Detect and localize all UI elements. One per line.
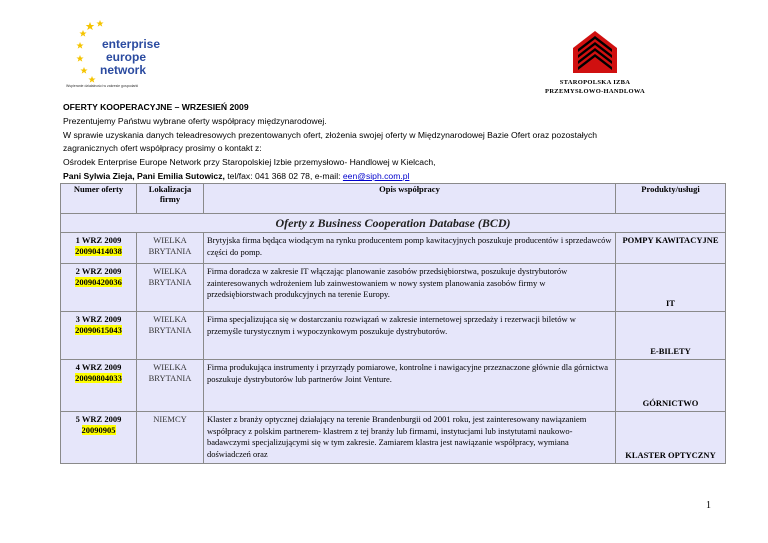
- page-number: 1: [706, 500, 711, 511]
- offer-date: 5 WRZ 2009: [75, 414, 122, 424]
- offer-description: Firma specjalizująca się w dostarczaniu rozwiązań w zakresie internetowej sprzedaży i rezerwacji biletów w przemyśle turystycznym i wypoczynkowym poszukuje dystrybutorów.: [204, 312, 616, 360]
- offer-description: Firma doradcza w zakresie IT włączając planowanie zasobów przedsiębiorstwa, poszukuje dystrybutorów zainteresowanych wdrożeniem lub zainwestowaniem w nowy system planowania zasobów firmy w przedsiębiorstwach produkcyjnych na terenie Europy.: [204, 264, 616, 312]
- offer-date: 1 WRZ 2009: [75, 235, 122, 245]
- enterprise-europe-network-logo: [76, 18, 161, 90]
- header-offer-number: Numer oferty: [61, 184, 137, 214]
- table-row: [61, 312, 726, 360]
- logo-text-europe: europe: [106, 50, 147, 64]
- offer-location: WIELKA BRYTANIA: [137, 312, 204, 360]
- offer-number-cell: [61, 264, 137, 312]
- offer-location: NIEMCY: [137, 412, 204, 464]
- chamber-name-line1: STAROPOLSKA IZBA: [559, 79, 631, 86]
- offer-date: 4 WRZ 2009: [75, 362, 122, 372]
- logo-text-enterprise: enterprise: [102, 37, 161, 51]
- offer-number-cell: [61, 312, 137, 360]
- email-link[interactable]: een@siph.com.pl: [342, 170, 410, 181]
- offer-number-cell: [61, 412, 137, 464]
- offer-product: IT: [616, 264, 726, 312]
- offer-date: 2 WRZ 2009: [75, 266, 122, 276]
- offer-code: 20090905: [81, 425, 116, 435]
- offers-table: [60, 183, 726, 464]
- offer-description: Klaster z branży optycznej działający na terenie Brandenburgii od 2001 roku, jest zainteresowany nawiązaniem współpracy z polskim partnerem- klastrem z tej branży lub firmami, instytucjami lub instytutami naukowo-badawczymi specjalizującymi się w tym zakresie. Zamiarem klastra jest nawiązanie współpracy, wymiana doświadczeń oraz: [204, 412, 616, 464]
- offer-description: Firma produkująca instrumenty i przyrządy pomiarowe, kontrolne i nawigacyjne przeznaczone głównie dla górnictwa poszukuje dystrybutorów lub partnerów Joint Venture.: [204, 360, 616, 412]
- contact-names: Pani Sylwia Zieja, Pani Emilia Sutowicz,: [63, 170, 225, 181]
- chamber-name-line2: PRZEMYSŁOWO-HANDLOWA: [545, 88, 645, 95]
- logo-tagline: Wspieranie działalności w zakresie gospodarki: [66, 84, 139, 88]
- table-header-row: [61, 184, 726, 214]
- intro-line-3: zagranicznych ofert współpracy prosimy o kontakt z:: [63, 143, 262, 154]
- offer-product: GÓRNICTWO: [616, 360, 726, 412]
- table-row: [61, 264, 726, 312]
- offer-number-cell: [61, 360, 137, 412]
- offer-location: WIELKA BRYTANIA: [137, 360, 204, 412]
- intro-line-1: Prezentujemy Państwu wybrane oferty współpracy międzynarodowej.: [63, 115, 327, 126]
- offer-product: E-BILETY: [616, 312, 726, 360]
- offer-code: 20090414038: [75, 246, 122, 256]
- offer-location: WIELKA BRYTANIA: [137, 264, 204, 312]
- header-description: Opis współpracy: [204, 184, 616, 214]
- offer-number-cell: [61, 233, 137, 264]
- offer-product: KLASTER OPTYCZNY: [616, 412, 726, 464]
- document-title: OFERTY KOOPERACYJNE – WRZESIEŃ 2009: [63, 102, 249, 112]
- table-row: [61, 360, 726, 412]
- chamber-logo-icon: [572, 30, 618, 74]
- offer-code: 20090804033: [75, 373, 122, 383]
- offer-description: Brytyjska firma będąca wiodącym na rynku producentem pomp kawitacyjnych poszukuje producentów i sprzedawców części do pomp.: [204, 233, 616, 264]
- header-location: Lokalizacja firmy: [137, 184, 204, 214]
- offer-code: 20090420036: [75, 277, 122, 287]
- chamber-name: [520, 78, 670, 96]
- table-row: [61, 412, 726, 464]
- offer-date: 3 WRZ 2009: [75, 314, 122, 324]
- table-row: [61, 233, 726, 264]
- contact-phone: tel/fax: 041 368 02 78, e-mail:: [224, 170, 343, 181]
- offer-code: 20090615043: [75, 325, 122, 335]
- intro-line-4: Ośrodek Enterprise Europe Network przy Staropolskiej Izbie przemysłowo- Handlowej w Kielcach,: [63, 157, 436, 168]
- logo-text-network: network: [100, 63, 147, 77]
- offer-location: WIELKA BRYTANIA: [137, 233, 204, 264]
- section-header-row: [61, 214, 726, 233]
- offer-product: POMPY KAWITACYJNE: [616, 233, 726, 264]
- contact-line: [63, 170, 743, 184]
- intro-line-2: W sprawie uzyskania danych teleadresowych prezentowanych ofert, złożenia swojej oferty w Międzynarodowej Bazie Ofert oraz pozostałych: [63, 129, 598, 140]
- intro-text: [63, 101, 743, 184]
- section-title: Oferty z Business Cooperation Database (BCD): [61, 214, 726, 233]
- header-products: Produkty/usługi: [616, 184, 726, 214]
